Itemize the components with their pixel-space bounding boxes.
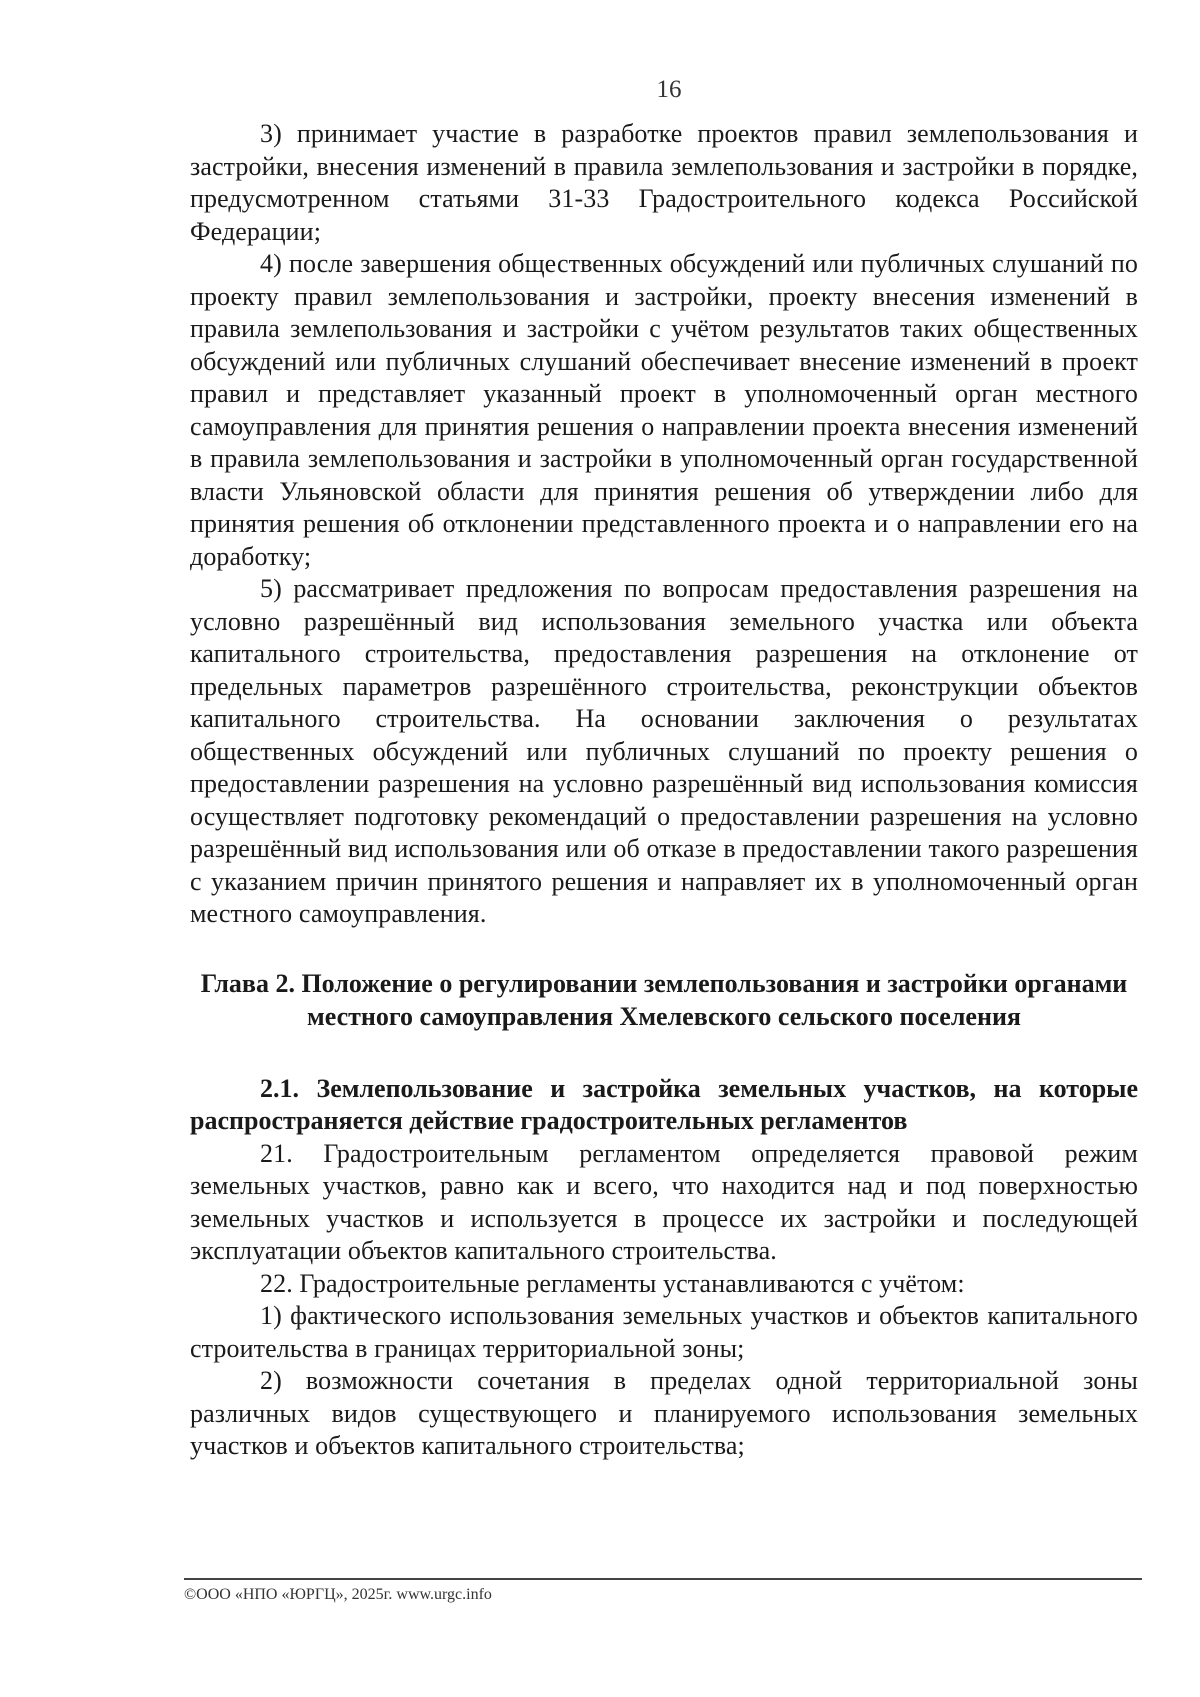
paragraph-22-item-2: 2) возможности сочетания в пределах одной территориальной зоны различных видов существующего и планируемого использования земельных участков и объектов капитального строительства;: [190, 1366, 1138, 1460]
section-heading: 2.1. Землепользование и застройка земельных участков, на которые распространяется действие градостроительных регламентов: [190, 1073, 1138, 1135]
paragraph-item-4: 4) после завершения общественных обсуждений или публичных слушаний по проекту правил землепользования и застройки, проекту внесения изменений в правила землепользования и застройки с учётом результатов таких общественных обсуждений или публичных слушаний обеспечивает внесение изменений в проект правил и представляет указанный проект в уполномоченный орган местного самоуправления для принятия решения о направлении проекта внесения изменений в правила землепользования и застройки в уполномоченный орган государственной власти Ульяновской области для принятия решения об утверждении либо для принятия решения об отклонении представленного проекта и о направлении его на доработку;: [190, 249, 1138, 571]
footer-divider: [184, 1578, 1142, 1580]
footer-copyright: ©ООО «НПО «ЮРГЦ», 2025г. www.urgc.info: [184, 1586, 492, 1603]
document-body: [190, 118, 1138, 1463]
paragraph-22-item-1: 1) фактического использования земельных участков и объектов капитального строительства в границах территориальной зоны;: [190, 1301, 1138, 1363]
chapter-heading: Глава 2. Положение о регулировании землепользования и застройки органами местного самоуправления Хмелевского сельского поселения: [200, 968, 1128, 1031]
paragraph-22: 22. Градостроительные регламенты устанавливаются с учётом:: [260, 1268, 965, 1298]
paragraph-item-3: 3) принимает участие в разработке проектов правил землепользования и застройки, внесения изменений в правила землепользования и застройки в порядке, предусмотренном статьями 31-33 Градостроительного кодекса Российской Федерации;: [190, 119, 1138, 246]
page-number: 16: [656, 76, 682, 103]
paragraph-21: 21. Градостроительным регламентом определяется правовой режим земельных участков, равно как и всего, что находится над и под поверхностью земельных участков и используется в процессе их застройки и последующей эксплуатации объектов капитального строительства.: [190, 1138, 1138, 1265]
paragraph-item-5: 5) рассматривает предложения по вопросам предоставления разрешения на условно разрешённый вид использования земельного участка или объекта капитального строительства, предоставления разрешения на отклонение от предельных параметров разрешённого строительства, реконструкции объектов капитального строительства. На основании заключения о результатах общественных обсуждений или публичных слушаний по проекту решения о предоставлении разрешения на условно разрешённый вид использования комиссия осуществляет подготовку рекомендаций о предоставлении разрешения на условно разрешённый вид использования или об отказе в предоставлении такого разрешения с указанием причин принятого решения и направляет их в уполномоченный орган местного самоуправления.: [190, 574, 1138, 928]
